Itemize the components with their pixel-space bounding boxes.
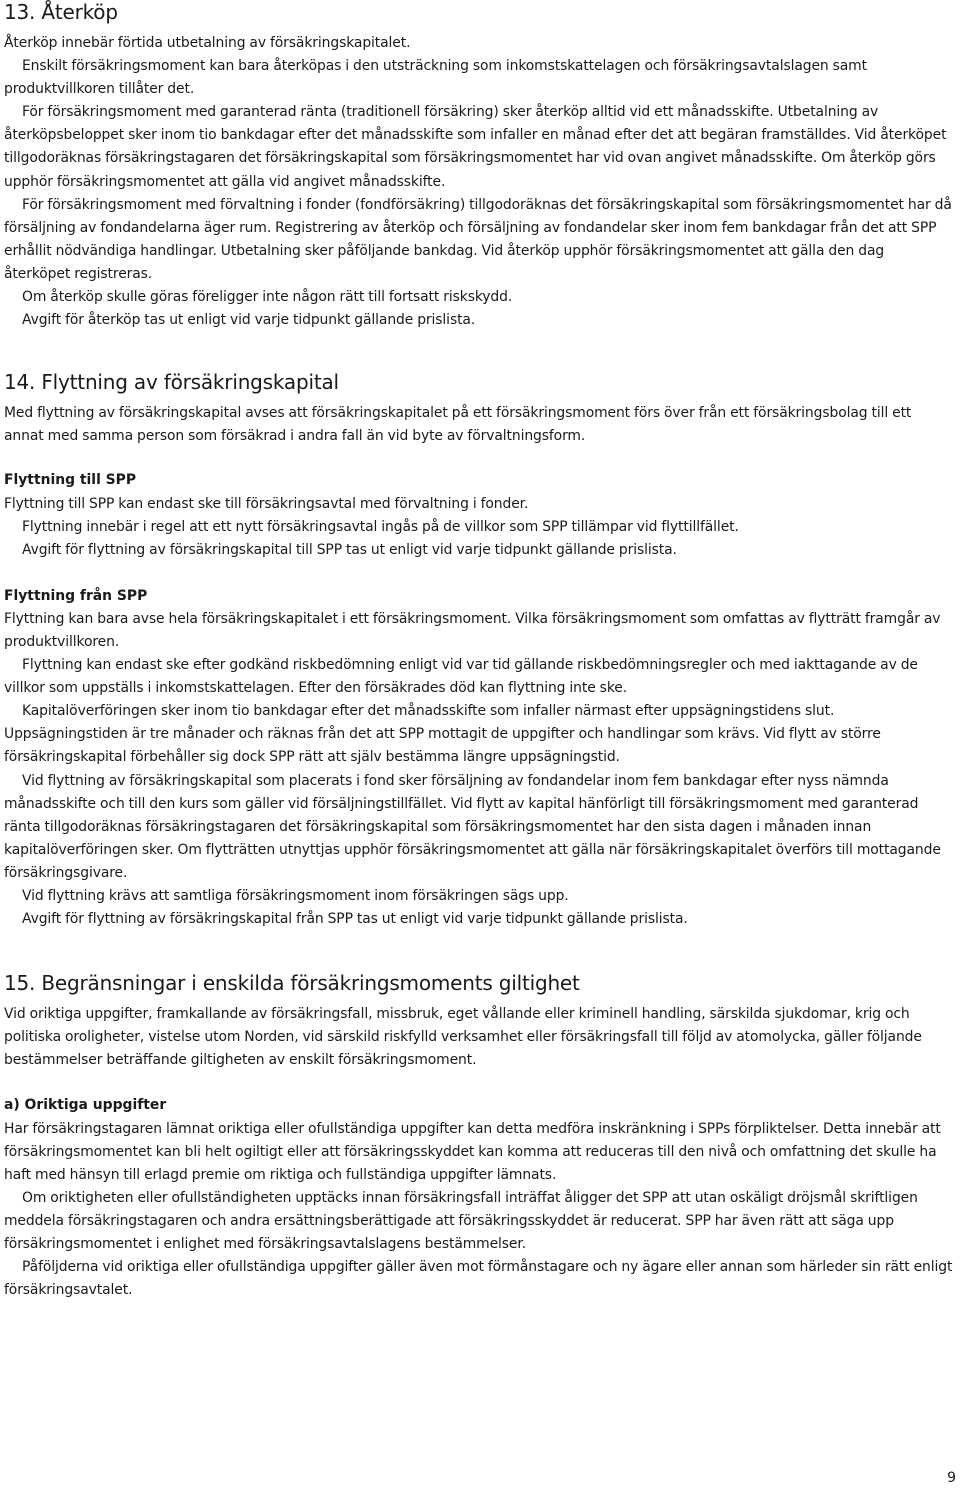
paragraph: Flyttning till SPP kan endast ske till försäkringsavtal med förvaltning i fonder. [4,495,529,512]
paragraph: Om oriktigheten eller ofullständigheten upptäcks innan försäkringsfall inträffat åligger det SPP att utan oskäligt dröjsmål skriftligen meddela försäkringstagaren och andra ersättningsberättigade att försäkringsskyddet är reducerat. SPP har även rätt att säga upp försäkringsmomentet i enlighet med försäkringsavtalslagens bestämmelser. [4,1189,918,1253]
paragraph: Vid flyttning krävs att samtliga försäkringsmoment inom försäkringen sägs upp. [22,888,569,904]
paragraph: Med flyttning av försäkringskapital avses att försäkringskapitalet på ett försäkringsmoment förs över från ett försäkringsbolag till ett annat med samma person som försäkrad i andra fall än vid byte av förvaltningsform. [4,405,912,445]
paragraph: Vid oriktiga uppgifter, framkallande av försäkringsfall, missbruk, eget vållande eller kriminell handling, särskilda sjukdomar, krig och politiska oroligheter, vistelse utom Norden, vid särskild riskfylld verksamhet eller försäkringsfall till följd av atomolycka, gäller följande bestämmelser beträffande giltigheten av enskilt försäkringsmoment. [4,1006,922,1069]
paragraph: Vid flyttning av försäkringskapital som placerats i fond sker försäljning av fondandelar inom fem bankdagar efter nyss nämnda månadsskifte och till den kurs som gäller vid försäljningstillfället. Vid flytt av kapital hänförligt till försäkringsmoment med garanterad ränta tillgodoräknas försäkringstagaren det försäkringskapital som försäkringsmomentet har den sista dagen i månaden innan kapitalöverföringen sker. Om flytträtten utnyttjas upphör försäkringsmomentet att gälla när försäkringskapitalet överförs till mottagande försäkringsgivare. [4,772,941,881]
page-number: 9 [947,1470,956,1486]
paragraph: Kapitalöverföringen sker inom tio bankdagar efter det månadsskifte som infaller närmast efter uppsägningstidens slut. Uppsägningstiden är tre månader och räknas från det att SPP mottagit de uppgifter och handlingar som krävs. Vid flytt av större försäkringskapital förbehåller sig dock SPP rätt att själv bestämma längre uppsägningstid. [4,703,881,766]
document-page [4,0,954,1302]
paragraph: Flyttning kan endast ske efter godkänd riskbedömning enligt vid var tid gällande riskbedömningsregler och med iakttagande av de villkor som uppställs i inkomstskattelagen. Efter den försäkrades död kan flyttning inte ske. [4,657,918,697]
paragraph: Avgift för flyttning av försäkringskapital till SPP tas ut enligt vid varje tidpunkt gällande prislista. [22,541,677,558]
section-15 [4,971,954,1302]
subheading-flyttning-till-spp: Flyttning till SPP [4,472,137,489]
section-14 [4,370,954,931]
paragraph: Avgift för återköp tas ut enligt vid varje tidpunkt gällande prislista. [22,312,476,329]
paragraph: Påföljderna vid oriktiga eller ofullständiga uppgifter gäller även mot förmånstagare och ny ägare eller annan som härleder sin rätt enligt försäkringsavtalet. [4,1259,953,1299]
section-13-title: 13. Återköp [4,0,118,24]
paragraph: För försäkringsmoment med förvaltning i fonder (fondförsäkring) tillgodoräknas det försäkringskapital som försäkringsmomentet har då försäljning av fondandelarna äger rum. Registrering av återköp och försäljning av fondandelar sker inom fem bankdagar från det att SPP erhållit nödvändiga handlingar. Utbetalning sker påföljande bankdag. Vid återköp upphör försäkringsmomentet att gälla den dag återköpet registreras. [4,196,952,282]
paragraph: Har försäkringstagaren lämnat oriktiga eller ofullständiga uppgifter kan detta medföra inskränkning i SPPs förpliktelser. Detta innebär att försäkringsmomentet kan bli helt ogiltigt eller att försäkringsskyddet kan komma att reduceras till den nivå och omfattning det skulle ha haft med hänsyn till erlagd premie om riktiga och fullständiga uppgifter lämnats. [4,1120,941,1183]
paragraph: Flyttning kan bara avse hela försäkringskapitalet i ett försäkringsmoment. Vilka försäkringsmoment som omfattas av flytträtt framgår av produktvillkoren. [4,610,941,650]
section-15-title: 15. Begränsningar i enskilda försäkringsmoments giltighet [4,971,580,996]
paragraph: Om återköp skulle göras föreligger inte någon rätt till fortsatt riskskydd. [22,289,513,306]
section-13 [4,0,954,332]
section-14-title: 14. Flyttning av försäkringskapital [4,370,339,395]
paragraph: Enskilt försäkringsmoment kan bara återköpas i den utsträckning som inkomstskattelagen och försäkringsavtalslagen samt produktvillkoren tillåter det. [4,58,867,98]
paragraph: Avgift för flyttning av försäkringskapital från SPP tas ut enligt vid varje tidpunkt gällande prislista. [22,911,688,928]
paragraph: För försäkringsmoment med garanterad ränta (traditionell försäkring) sker återköp alltid vid ett månadsskifte. Utbetalning av återköpsbeloppet sker inom tio bankdagar efter det månadsskifte som infaller en månad efter det att begäran framställdes. Vid återköpet tillgodoräknas försäkringstagaren det försäkringskapital som försäkringsmomentet har vid ovan angivet månadsskifte. Om återköp görs upphör försäkringsmomentet att gälla vid angivet månadsskifte. [4,104,947,190]
subheading-flyttning-fran-spp: Flyttning från SPP [4,587,148,604]
paragraph: Flyttning innebär i regel att ett nytt försäkringsavtal ingås på de villkor som SPP tillämpar vid flyttillfället. [22,518,739,535]
paragraph: Återköp innebär förtida utbetalning av försäkringskapitalet. [4,35,411,51]
subheading-oriktiga-uppgifter: a) Oriktiga uppgifter [4,1097,167,1114]
